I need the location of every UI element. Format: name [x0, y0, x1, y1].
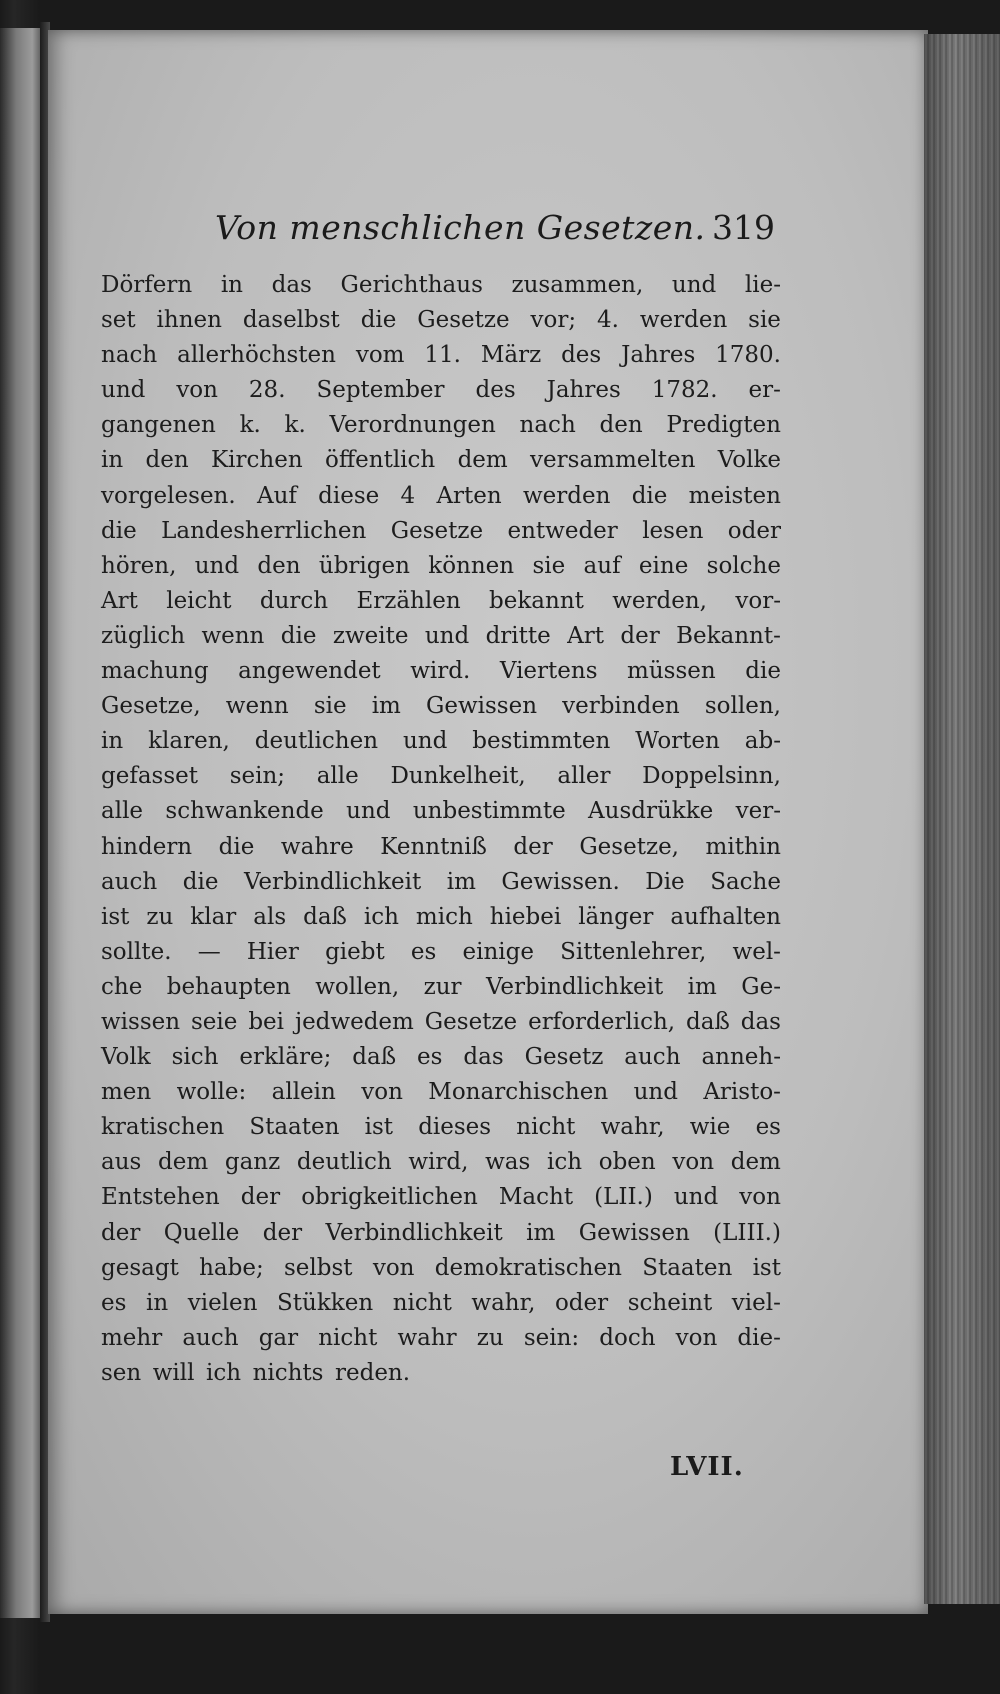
- text-line: [101, 794, 781, 829]
- word: oder: [727, 517, 781, 544]
- word: der: [262, 1219, 303, 1246]
- fore-edge-shadow: [924, 34, 1000, 1604]
- word: Erzählen: [356, 587, 461, 614]
- word: von: [372, 1254, 415, 1281]
- word: daß: [303, 903, 347, 930]
- word: Macht: [498, 1184, 574, 1211]
- word: die-: [737, 1324, 781, 1351]
- word: des: [475, 377, 516, 404]
- text-line: [101, 1110, 781, 1145]
- word: auch: [624, 1044, 681, 1071]
- word: ist: [364, 1114, 394, 1141]
- word: und: [424, 622, 470, 649]
- word: oben: [598, 1149, 656, 1176]
- word: Quelle: [163, 1219, 240, 1246]
- word: Bekannt-: [676, 622, 781, 649]
- word: Gesetze,: [101, 693, 201, 720]
- word: sich: [171, 1044, 219, 1071]
- word: Kenntniß: [380, 833, 487, 860]
- word: demokratischen: [434, 1254, 622, 1281]
- word: ist: [752, 1254, 781, 1281]
- word: wahr: [397, 1324, 457, 1351]
- text-line: [101, 408, 781, 443]
- word: mithin: [705, 833, 781, 860]
- word: entweder: [507, 517, 618, 544]
- word: zweite: [332, 622, 409, 649]
- text-line: [101, 1356, 781, 1391]
- word: mehr: [101, 1324, 163, 1351]
- word: Predigten: [666, 412, 781, 439]
- word: wenn: [225, 693, 289, 720]
- word: daß: [352, 1044, 397, 1071]
- word: Ge-: [741, 973, 781, 1000]
- word: Gesetze: [417, 307, 510, 334]
- word: deutlich: [296, 1149, 392, 1176]
- text-line: [101, 619, 781, 654]
- word: bei: [248, 1008, 285, 1035]
- word: hiebei: [489, 903, 562, 930]
- word: wollen,: [315, 973, 400, 1000]
- word: giebt: [325, 938, 385, 965]
- word: wie: [689, 1114, 731, 1141]
- word: Sittenlehrer,: [560, 938, 707, 965]
- word: set: [101, 307, 136, 334]
- word: daselbst: [242, 307, 340, 334]
- word: Dunkelheit,: [390, 763, 526, 790]
- word: Viertens: [499, 658, 598, 685]
- word: aus: [101, 1149, 142, 1176]
- word: das: [463, 1044, 504, 1071]
- word: k.: [284, 412, 306, 439]
- word: kratischen: [101, 1114, 225, 1141]
- word: wissen: [101, 1008, 181, 1035]
- text-line: [101, 373, 781, 408]
- word: seie: [191, 1008, 238, 1035]
- word: ich: [546, 1149, 583, 1176]
- text-line: [101, 1321, 781, 1356]
- word: der: [513, 833, 553, 860]
- word: solche: [706, 552, 781, 579]
- word: gefasset: [101, 763, 199, 790]
- running-title: Von menschlichen Gesetzen.: [215, 208, 706, 247]
- text-line: [101, 935, 781, 970]
- word: die: [101, 517, 137, 544]
- word: viel-: [731, 1289, 781, 1316]
- word: und: [194, 552, 240, 579]
- word: der: [620, 622, 660, 649]
- word: aufhalten: [670, 903, 781, 930]
- word: Volke: [717, 447, 781, 474]
- word: im: [687, 973, 717, 1000]
- word: im: [526, 1219, 556, 1246]
- word: Auf: [256, 482, 297, 509]
- word: wenn: [201, 622, 265, 649]
- word: er-: [748, 377, 781, 404]
- word: selbst: [284, 1254, 353, 1281]
- word: angewendet: [238, 658, 381, 685]
- text-line: [101, 830, 781, 865]
- word: durch: [259, 587, 329, 614]
- word: sie: [532, 552, 566, 579]
- word: sie: [748, 307, 781, 334]
- word: auf: [583, 552, 621, 579]
- word: Aristo-: [703, 1079, 781, 1106]
- word: 4.: [596, 307, 619, 334]
- word: in: [101, 728, 124, 755]
- word: Arten: [436, 482, 502, 509]
- word: die: [631, 482, 668, 509]
- word: sollte.: [101, 938, 172, 965]
- word: schwankende: [165, 798, 324, 825]
- word: reden.: [334, 1359, 411, 1386]
- word: 1780.: [715, 342, 781, 369]
- word: meisten: [688, 482, 781, 509]
- word: Landesherrlichen: [161, 517, 367, 544]
- word: Hier: [246, 938, 299, 965]
- word: 11.: [424, 342, 461, 369]
- word: Sache: [710, 868, 781, 895]
- word: k.: [239, 412, 261, 439]
- word: dem: [457, 447, 508, 474]
- word: müssen: [627, 658, 716, 685]
- word: Doppelsinn,: [642, 763, 781, 790]
- word: es: [755, 1114, 781, 1141]
- text-line: [101, 900, 781, 935]
- text-line: [101, 443, 781, 478]
- word: den: [145, 447, 189, 474]
- word: Gesetze: [390, 517, 484, 544]
- word: alle: [316, 763, 359, 790]
- word: nach: [101, 342, 158, 369]
- word: Monarchischen: [428, 1079, 609, 1106]
- word: unbestimmte: [412, 798, 566, 825]
- word: jedwedem: [294, 1008, 414, 1035]
- word: vielen: [187, 1289, 258, 1316]
- word: wird.: [410, 658, 471, 685]
- text-line: [101, 970, 781, 1005]
- word: 4: [400, 482, 416, 509]
- word: hindern: [101, 833, 193, 860]
- word: den: [257, 552, 301, 579]
- text-line: [101, 1145, 781, 1180]
- word: Gesetze,: [579, 833, 679, 860]
- word: der: [240, 1184, 281, 1211]
- word: es: [101, 1289, 127, 1316]
- word: nach: [519, 412, 576, 439]
- word: diese: [318, 482, 380, 509]
- word: men: [101, 1079, 152, 1106]
- word: von: [176, 377, 218, 404]
- word: wahr,: [471, 1289, 536, 1316]
- word: hören,: [101, 552, 177, 579]
- word: Kirchen: [210, 447, 303, 474]
- word: Jahres: [546, 377, 621, 404]
- word: in: [220, 272, 243, 298]
- word: wird,: [408, 1149, 469, 1176]
- word: —: [197, 938, 221, 965]
- word: den: [599, 412, 643, 439]
- word: was: [485, 1149, 531, 1176]
- word: nicht: [516, 1114, 576, 1141]
- word: und: [402, 728, 448, 755]
- word: und: [633, 1079, 678, 1106]
- word: zur: [423, 973, 462, 1000]
- word: Verbindlichkeit: [485, 973, 664, 1000]
- text-line: [101, 514, 781, 549]
- text-line: [101, 759, 781, 794]
- word: wel-: [732, 938, 781, 965]
- word: bestimmten: [472, 728, 611, 755]
- word: in: [101, 447, 124, 474]
- word: werden: [639, 307, 728, 334]
- word: daß: [686, 1008, 730, 1035]
- word: Staaten: [249, 1114, 340, 1141]
- word: 28.: [248, 377, 286, 404]
- word: und: [101, 377, 146, 404]
- word: es: [417, 1044, 443, 1071]
- catchword: LVII.: [670, 1452, 744, 1482]
- word: auch: [182, 1324, 239, 1351]
- word: öffentlich: [324, 447, 436, 474]
- word: ihnen: [156, 307, 222, 334]
- word: nicht: [392, 1289, 452, 1316]
- page-number: 319: [712, 208, 775, 247]
- word: Volk: [101, 1044, 151, 1071]
- text-line: [101, 1040, 781, 1075]
- text-line: [101, 1286, 781, 1321]
- word: von: [361, 1079, 403, 1106]
- word: züglich: [101, 622, 186, 649]
- word: September: [316, 377, 445, 404]
- word: deutlichen: [254, 728, 379, 755]
- word: das: [271, 272, 312, 298]
- word: zu: [476, 1324, 504, 1351]
- word: eine: [638, 552, 689, 579]
- word: Entstehen: [101, 1184, 220, 1211]
- word: doch: [599, 1324, 656, 1351]
- word: sein;: [229, 763, 286, 790]
- word: mich: [415, 903, 473, 930]
- word: Verbindlichkeit: [325, 1219, 503, 1246]
- word: zusammen,: [511, 272, 644, 298]
- word: und: [671, 272, 717, 298]
- word: oder: [554, 1289, 609, 1316]
- word: dem: [158, 1149, 209, 1176]
- text-line: [101, 268, 781, 303]
- word: der: [101, 1219, 141, 1246]
- text-line: [101, 1075, 781, 1110]
- word: Gewissen: [578, 1219, 690, 1246]
- word: allerhöchsten: [177, 342, 336, 369]
- word: nicht: [318, 1324, 378, 1351]
- word: Gerichthaus: [340, 272, 483, 298]
- word: sollen,: [704, 693, 781, 720]
- word: obrigkeitlichen: [301, 1184, 478, 1211]
- word: die: [182, 868, 219, 895]
- text-line: [101, 303, 781, 338]
- word: das: [740, 1008, 781, 1035]
- word: will: [152, 1359, 195, 1386]
- word: die: [360, 307, 397, 334]
- word: Die: [645, 868, 685, 895]
- word: Art: [101, 587, 138, 614]
- word: aller: [557, 763, 611, 790]
- word: habe;: [199, 1254, 264, 1281]
- word: übrigen: [318, 552, 410, 579]
- word: von: [675, 1324, 718, 1351]
- word: die: [280, 622, 317, 649]
- word: machung: [101, 658, 209, 685]
- word: des: [561, 342, 602, 369]
- text-line: [101, 865, 781, 900]
- word: lie-: [744, 272, 781, 298]
- word: im: [446, 868, 476, 895]
- word: sen: [101, 1359, 142, 1386]
- word: ich: [363, 903, 399, 930]
- word: Stükken: [277, 1289, 374, 1316]
- word: die: [218, 833, 255, 860]
- word: behaupten: [166, 973, 291, 1000]
- word: Gesetze: [424, 1008, 518, 1035]
- word: können: [428, 552, 515, 579]
- text-line: [101, 549, 781, 584]
- word: und: [346, 798, 391, 825]
- word: und: [673, 1184, 719, 1211]
- text-line: [101, 689, 781, 724]
- word: bekannt: [489, 587, 584, 614]
- word: ich: [206, 1359, 242, 1386]
- word: (LII.): [594, 1184, 653, 1211]
- word: zu: [146, 903, 174, 930]
- text-line: [101, 479, 781, 514]
- word: gesagt: [101, 1254, 179, 1281]
- word: Dörfern: [101, 272, 193, 298]
- word: ist: [101, 903, 130, 930]
- word: dem: [730, 1149, 781, 1176]
- word: die: [745, 658, 781, 685]
- word: Verbindlichkeit: [243, 868, 422, 895]
- word: in: [145, 1289, 169, 1316]
- word: ver-: [735, 798, 781, 825]
- word: alle: [101, 798, 144, 825]
- word: vor;: [530, 307, 577, 334]
- word: einige: [462, 938, 534, 965]
- word: auch: [101, 868, 158, 895]
- page-header: [215, 208, 775, 260]
- word: ab-: [744, 728, 781, 755]
- word: Ausdrükke: [588, 798, 714, 825]
- text-line: [101, 1005, 781, 1040]
- text-line: [101, 1251, 781, 1286]
- text-line: [101, 584, 781, 619]
- word: werden,: [612, 587, 707, 614]
- word: Gesetz: [524, 1044, 604, 1071]
- word: März: [480, 342, 542, 369]
- word: dritte: [485, 622, 551, 649]
- word: Gewissen.: [501, 868, 620, 895]
- word: scheint: [627, 1289, 713, 1316]
- word: anneh-: [701, 1044, 781, 1071]
- word: gar: [258, 1324, 299, 1351]
- word: von: [739, 1184, 781, 1211]
- text-line: [101, 724, 781, 759]
- word: verbinden: [562, 693, 680, 720]
- word: vor-: [735, 587, 781, 614]
- word: klaren,: [148, 728, 230, 755]
- word: als: [253, 903, 287, 930]
- word: lesen: [642, 517, 704, 544]
- word: von: [672, 1149, 715, 1176]
- word: 1782.: [651, 377, 718, 404]
- word: es: [410, 938, 437, 965]
- word: che: [101, 973, 143, 1000]
- word: sein:: [523, 1324, 580, 1351]
- word: vorgelesen.: [101, 482, 236, 509]
- text-line: [101, 338, 781, 373]
- word: Staaten: [642, 1254, 733, 1281]
- text-line: [101, 654, 781, 689]
- word: versammelten: [530, 447, 696, 474]
- word: sie: [313, 693, 347, 720]
- body-text: [101, 268, 781, 1391]
- word: vom: [355, 342, 405, 369]
- word: (LIII.): [713, 1219, 781, 1246]
- word: nichts: [252, 1359, 324, 1386]
- word: klar: [190, 903, 237, 930]
- word: im: [371, 693, 401, 720]
- word: wolle:: [176, 1079, 247, 1106]
- word: wahr,: [600, 1114, 665, 1141]
- word: Gewissen: [425, 693, 538, 720]
- text-line: [101, 1216, 781, 1251]
- word: allein: [271, 1079, 336, 1106]
- word: wahre: [280, 833, 354, 860]
- word: erforderlich,: [528, 1008, 676, 1035]
- word: dieses: [418, 1114, 492, 1141]
- word: Verordnungen: [329, 412, 496, 439]
- word: leicht: [166, 587, 232, 614]
- word: Worten: [635, 728, 720, 755]
- word: länger: [578, 903, 654, 930]
- text-line: [101, 1180, 781, 1215]
- word: Jahres: [621, 342, 696, 369]
- word: Art: [567, 622, 604, 649]
- word: erkläre;: [239, 1044, 332, 1071]
- word: ganz: [224, 1149, 281, 1176]
- word: gangenen: [101, 412, 216, 439]
- word: werden: [522, 482, 611, 509]
